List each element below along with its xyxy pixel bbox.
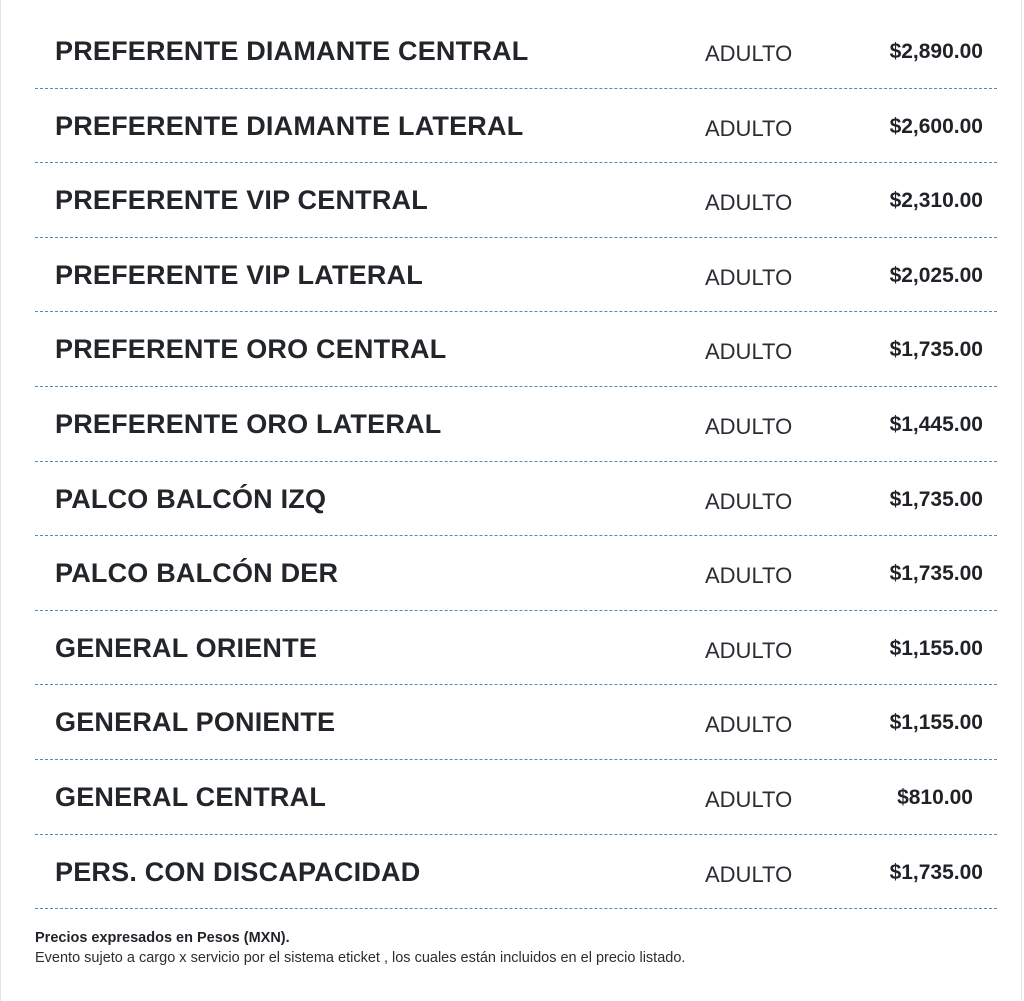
ticket-type: ADULTO bbox=[705, 115, 793, 141]
price-row bbox=[35, 387, 997, 462]
service-fee-note: Evento sujeto a cargo x servicio por el sistema eticket , los cuales están incluidos en el precio listado. bbox=[35, 950, 686, 966]
price-row bbox=[35, 89, 997, 164]
price-row bbox=[35, 312, 997, 387]
price-row bbox=[35, 163, 997, 238]
ticket-type: ADULTO bbox=[705, 637, 793, 663]
zone-name: PREFERENTE DIAMANTE CENTRAL bbox=[55, 36, 529, 66]
zone-name: PREFERENTE DIAMANTE LATERAL bbox=[55, 110, 524, 141]
price-row bbox=[35, 14, 997, 89]
zone-name: GENERAL CENTRAL bbox=[55, 781, 327, 812]
ticket-type: ADULTO bbox=[705, 861, 793, 887]
ticket-price: $1,735.00 bbox=[889, 487, 983, 511]
price-row bbox=[35, 238, 997, 313]
ticket-price: $1,735.00 bbox=[889, 860, 983, 884]
zone-name: PREFERENTE VIP CENTRAL bbox=[55, 185, 428, 216]
ticket-price: $1,735.00 bbox=[889, 562, 983, 586]
zone-name: PERS. CON DISCAPACIDAD bbox=[55, 856, 421, 887]
ticket-type: ADULTO bbox=[705, 563, 793, 589]
ticket-price: $2,025.00 bbox=[889, 263, 983, 287]
zone-name: PREFERENTE VIP LATERAL bbox=[55, 259, 423, 290]
ticket-type: ADULTO bbox=[705, 413, 793, 439]
ticket-price: $1,735.00 bbox=[889, 338, 983, 362]
ticket-price: $2,890.00 bbox=[889, 40, 983, 63]
zone-name: PALCO BALCÓN IZQ bbox=[55, 483, 327, 514]
ticket-price: $1,155.00 bbox=[889, 636, 983, 660]
price-row bbox=[35, 760, 997, 835]
zone-name: PALCO BALCÓN DER bbox=[55, 558, 339, 589]
price-row bbox=[35, 685, 997, 760]
ticket-type: ADULTO bbox=[705, 712, 793, 738]
ticket-type: ADULTO bbox=[705, 41, 793, 66]
ticket-type: ADULTO bbox=[705, 190, 793, 216]
ticket-price: $2,600.00 bbox=[889, 114, 983, 138]
ticket-price: $1,155.00 bbox=[889, 711, 983, 735]
ticket-price: $1,445.00 bbox=[889, 412, 983, 436]
price-row bbox=[35, 536, 997, 611]
price-row bbox=[35, 462, 997, 537]
price-row bbox=[35, 611, 997, 686]
zone-name: GENERAL ORIENTE bbox=[55, 632, 318, 663]
price-row bbox=[35, 835, 997, 910]
price-notes bbox=[35, 930, 995, 966]
currency-note: Precios expresados en Pesos (MXN). bbox=[35, 930, 290, 946]
ticket-type: ADULTO bbox=[705, 786, 793, 812]
ticket-type: ADULTO bbox=[705, 264, 793, 290]
zone-name: PREFERENTE ORO CENTRAL bbox=[55, 334, 447, 365]
price-list bbox=[35, 14, 997, 909]
ticket-price: $2,310.00 bbox=[889, 189, 983, 213]
zone-name: GENERAL PONIENTE bbox=[55, 707, 336, 738]
zone-name: PREFERENTE ORO LATERAL bbox=[55, 408, 442, 439]
ticket-type: ADULTO bbox=[705, 488, 793, 514]
ticket-type: ADULTO bbox=[705, 339, 793, 365]
ticket-price: $810.00 bbox=[897, 785, 973, 809]
